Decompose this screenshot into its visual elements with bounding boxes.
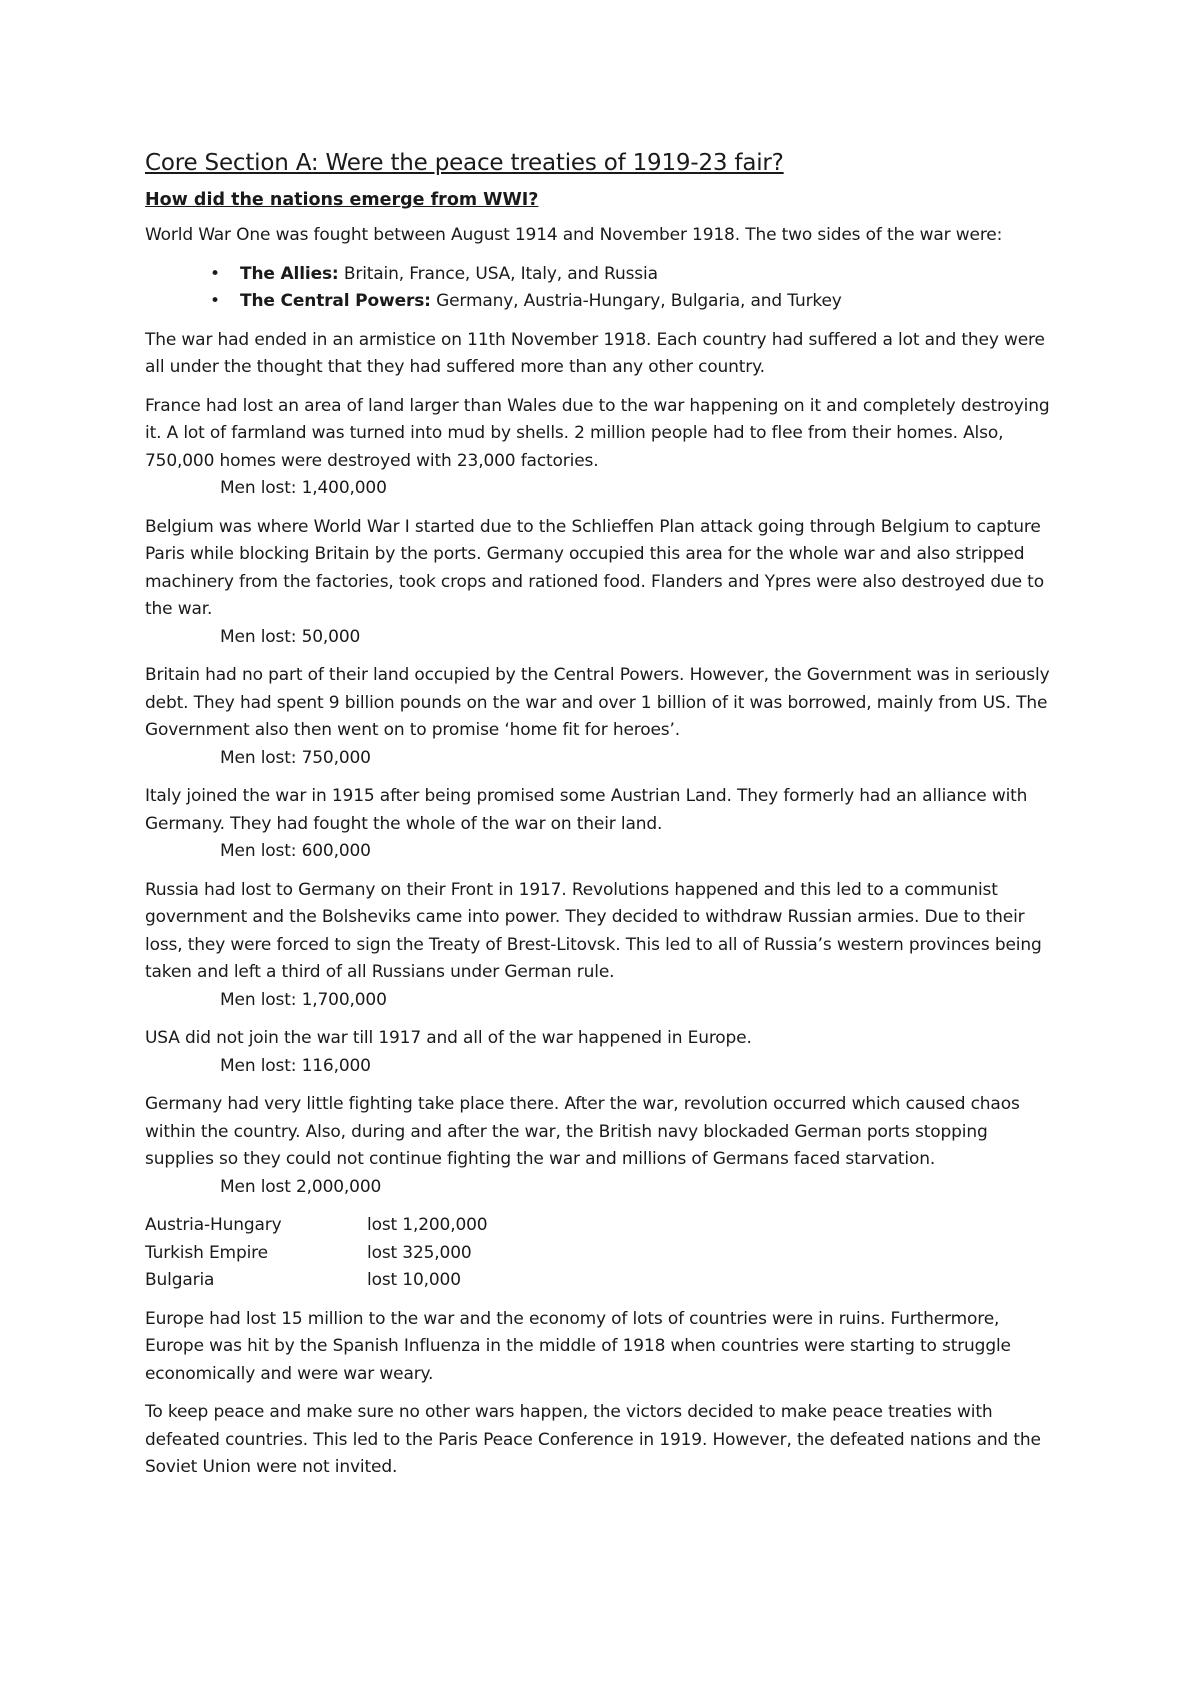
men-lost: Men lost: 1,700,000 (220, 989, 387, 1010)
country-paragraph-france (145, 393, 1060, 503)
men-lost: Men lost: 600,000 (220, 841, 371, 861)
armistice-paragraph: The war had ended in an armistice on 11th November 1918. Each country had suffered a lot and they were all under the thought that they had suffered more than any other country. (145, 329, 1045, 377)
side-members: Britain, France, USA, Italy, and Russia (338, 263, 658, 284)
bullet-icon: • (210, 263, 220, 284)
men-lost: Men lost: 50,000 (220, 626, 361, 647)
sides-list (145, 261, 1060, 316)
country-paragraph-russia (145, 877, 1060, 1015)
page-title: Core Section A: Were the peace treaties of 1919-23 fair? (145, 150, 784, 176)
intro-paragraph: World War One was fought between August 1914 and November 1918. The two sides of the war were: (145, 225, 1003, 245)
losses-table (145, 1212, 1060, 1295)
country-paragraph-belgium (145, 514, 1060, 652)
europe-paragraph: Europe had lost 15 million to the war and the economy of lots of countries were in ruins. Furthermore, Europe was hit by the Spanish Influenza in the middle of 1918 when countries were starting to struggle economically and were war weary. (145, 1308, 1011, 1384)
bullet-icon: • (210, 291, 220, 311)
list-item (210, 261, 1060, 289)
table-row (145, 1212, 1060, 1240)
country-text: Belgium was where World War I started due to the Schlieffen Plan attack going through Belgium to capture Paris while blocking Britain by the ports. Germany occupied this area for the whole war and also stripped machinery from the factories, took crops and rationed food. Flanders and Ypres were also destroyed due to the war. (145, 516, 1044, 619)
side-term: The Allies: (240, 263, 339, 284)
men-lost: Men lost: 116,000 (220, 1055, 371, 1076)
section-subtitle: How did the nations emerge from WWI? (145, 190, 539, 210)
table-row (145, 1267, 1060, 1295)
document-page (145, 150, 1060, 1493)
country-text: USA did not join the war till 1917 and all of the war happened in Europe. (145, 1028, 752, 1048)
country-text: France had lost an area of land larger than Wales due to the war happening on it and completely destroying it. A lot of farmland was turned into mud by shells. 2 million people had to flee from their homes. Also, 750,000 homes were destroyed with 23,000 factories. (145, 395, 1050, 471)
men-lost: Men lost 2,000,000 (220, 1176, 382, 1197)
country-paragraph-usa (145, 1025, 1060, 1080)
country-text: Italy joined the war in 1915 after being promised some Austrian Land. They formerly had an alliance with Germany. They had fought the whole of the war on their land. (145, 786, 1028, 834)
men-lost: Men lost: 1,400,000 (220, 478, 387, 498)
loss-country: Bulgaria (145, 1270, 215, 1290)
loss-value: lost 1,200,000 (367, 1215, 488, 1235)
country-text: Germany had very little fighting take place there. After the war, revolution occurred which caused chaos within the country. Also, during and after the war, the British navy blockaded German ports stopping supplies so they could not continue fighting the war and millions of Germans faced starvation. (145, 1094, 1020, 1169)
list-item (210, 288, 1060, 316)
men-lost: Men lost: 750,000 (220, 747, 371, 768)
country-paragraph-britain (145, 662, 1060, 772)
table-row (145, 1240, 1060, 1268)
peace-paragraph: To keep peace and make sure no other wars happen, the victors decided to make peace treaties with defeated countries. This led to the Paris Peace Conference in 1919. However, the defeated nations and the Soviet Union were not invited. (145, 1402, 1041, 1477)
loss-value: lost 325,000 (367, 1242, 472, 1263)
country-paragraph-italy (145, 783, 1060, 866)
side-term: The Central Powers: (240, 291, 431, 311)
country-text: Britain had no part of their land occupied by the Central Powers. However, the Government was in seriously debt. They had spent 9 billion pounds on the war and over 1 billion of it was borrowed, mainly from US. The Government also then went on to promise ‘home fit for heroes’. (145, 665, 1050, 740)
side-members: Germany, Austria-Hungary, Bulgaria, and Turkey (430, 291, 842, 311)
loss-country: Austria-Hungary (145, 1215, 282, 1235)
country-text: Russia had lost to Germany on their Front in 1917. Revolutions happened and this led to a communist government and the Bolsheviks came into power. They decided to withdraw Russian armies. Due to their loss, they were forced to sign the Treaty of Brest-Litovsk. This led to all of Russia’s western provinces being taken and left a third of all Russians under German rule. (145, 879, 1042, 982)
loss-country: Turkish Empire (145, 1242, 268, 1263)
loss-value: lost 10,000 (367, 1270, 461, 1290)
country-paragraph-germany (145, 1091, 1060, 1201)
